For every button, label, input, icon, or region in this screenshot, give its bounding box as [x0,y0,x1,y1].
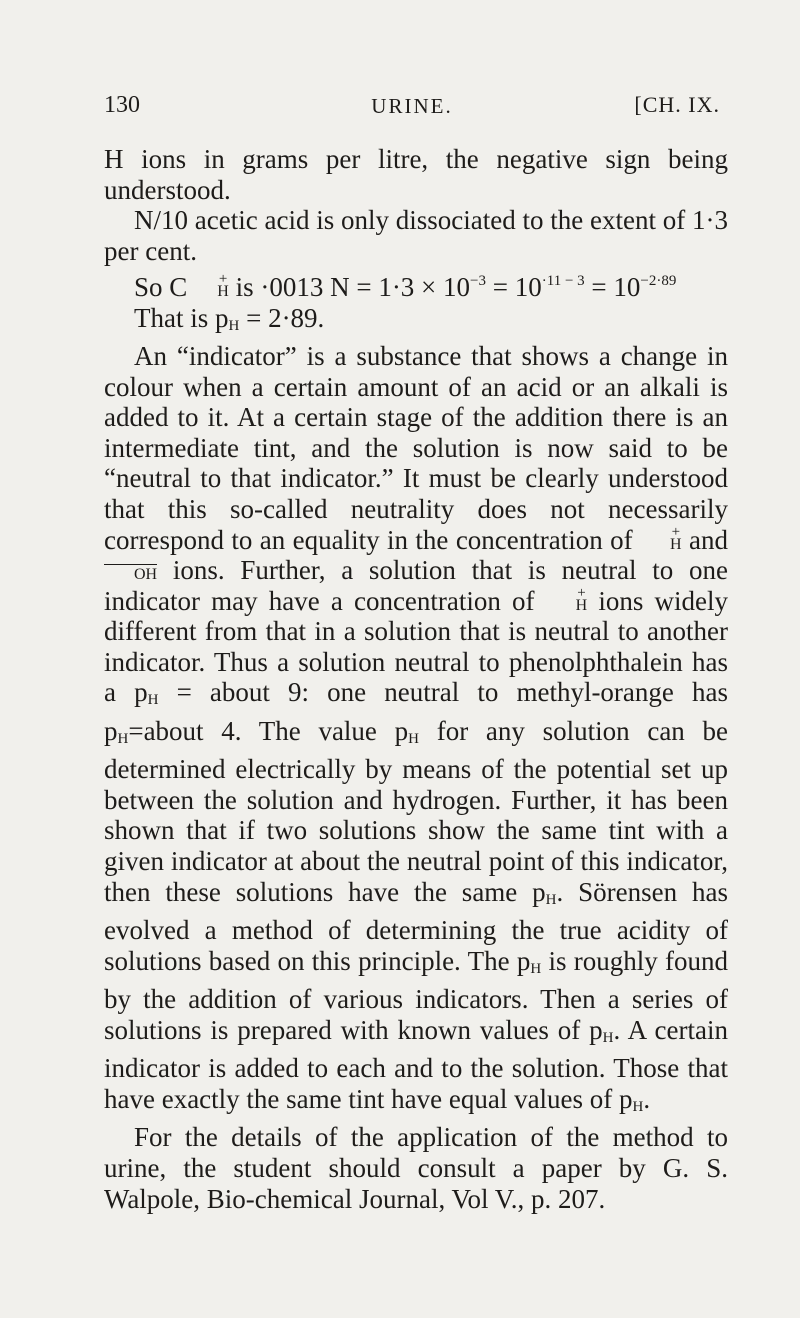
eq-so: So C [134,272,188,303]
chapter-label: [CH. IX. [634,92,720,117]
running-title: URINE. [371,94,453,118]
h-ion-sub: + H [187,284,229,300]
paragraph-ph-value: That is $p_H = 2\cdot 89$. [134,302,325,334]
eq-part-3: = 10 [584,272,641,303]
paragraph-acetic-acid: N/10 acetic acid is only dissociated to the extent of 1·3 per cent. [104,205,728,266]
page-number: 130 [104,92,140,118]
eq-part-2: = 10 [486,272,542,303]
equation-line [104,266,728,303]
body-text [104,144,728,1214]
paragraph-continuation: H ions in grams per litre, the negative sign being understood. [104,144,728,205]
paragraph-walpole-reference: For the details of the application of the method to urine, the student should consult a paper by G. S. Walpole, Bio-chemical Journal, Vol V., p. 207. [104,1122,728,1214]
eq-exponent-1: −3 [470,273,487,290]
paragraph-indicator: An “indicator” is a substance that shows a change in colour when a certain amount of an acid or an alkali is added to it. At a certain stage of the addition there is an intermediate tint, and the solution is now said to be “neutral to that indicator.” It must be clearly understood that this so-called neutrality does not necessarily correspond to an equality in the concentration of + H and OH ions. Further, a solution that is neutral to one indicator may have a concentration of + H ions widely different from that in a solution that is neutral to another indicator. Thus a solution neutral to phenolphthalein has a $p_H$ = about 9: one neutral to methyl-orange has $p_H=about$ 4. The value $p_H$ for any solution can be determined electrically by means of the potential set up between the solution and hydrogen. Further, it has been shown that if two solutions show the same tint with a given indicator at about the neutral point of this indicator, then these solutions have the same $p_H$. Sörensen has evolved a method of determining the true acidity of solutions based on this principle. The $p_H$ is roughly found by the addition of various indicators. Then a series of solutions is prepared with known values of $p_H$. A certain indicator is added to each and to the solution. Those that have exactly the same tint have equal values of $p_H$. [104,341,729,1115]
eq-value: is ·0013 N = 1·3 × 10 [228,272,471,303]
eq-exponent-2: ·11 − 3 [541,273,585,290]
running-header [104,92,720,126]
eq-exponent-3: −2·89 [640,273,677,290]
oh-ion: OH [104,567,157,583]
h-ion: + H [575,584,588,614]
h-ion: + H [670,523,682,553]
ph-subscript: H [228,317,240,334]
plus-sign: + [218,271,228,288]
